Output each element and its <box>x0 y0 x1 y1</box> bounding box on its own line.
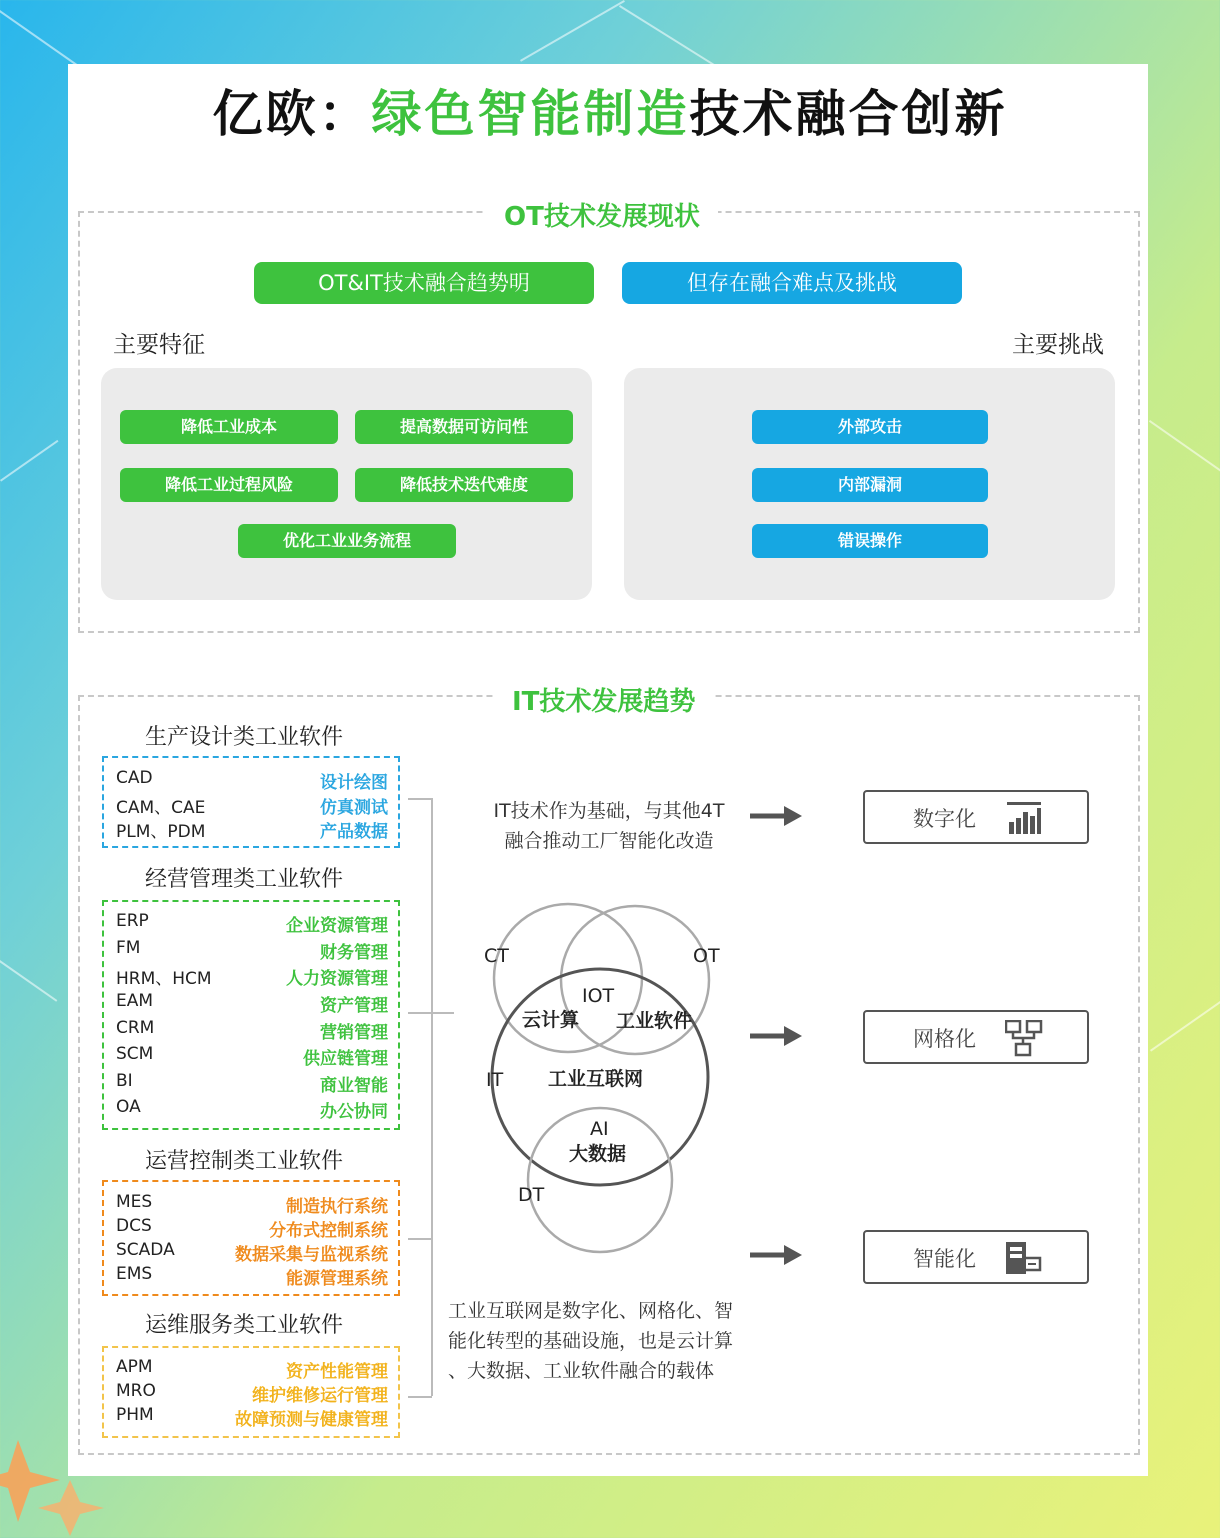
software-row: BI 商业智能 <box>116 1071 388 1096</box>
features-label: 主要特征 <box>113 332 205 358</box>
challenges-label: 主要挑战 <box>1012 332 1104 358</box>
industrial-internet-text: 工业互联网是数字化、网格化、智 能化转型的基础设施，也是云计算 、大数据、工业软件融合的载体 <box>448 1300 734 1382</box>
challenges-banner: 但存在融合难点及挑战 <box>622 262 962 304</box>
software-group-title: 经营管理类工业软件 <box>145 867 344 892</box>
ai-label: AI <box>590 1118 609 1140</box>
software-group-box <box>102 900 400 1130</box>
software-row: HRM、HCM 人力资源管理 <box>116 969 388 989</box>
background-line <box>619 5 722 70</box>
it-label: IT <box>486 1069 504 1091</box>
feature-pill: 降低工业成本 <box>120 410 338 444</box>
cloud-computing-label: 云计算 <box>522 1009 580 1031</box>
feature-pill: 提高数据可访问性 <box>355 410 573 444</box>
ct-label: CT <box>484 945 509 967</box>
software-group-title: 运维服务类工业软件 <box>145 1313 344 1338</box>
software-row: CAD 设计绘图 <box>116 768 388 793</box>
software-row: EMS 能源管理系统 <box>116 1264 388 1289</box>
software-row: EAM 资产管理 <box>116 991 388 1016</box>
connector-line <box>408 1396 432 1398</box>
challenge-pill: 内部漏洞 <box>752 468 988 502</box>
bar-chart-icon <box>1005 800 1043 836</box>
background-line <box>0 960 57 1002</box>
dt-label: DT <box>518 1184 545 1206</box>
industrial-internet-label: 工业互联网 <box>548 1068 644 1090</box>
software-row: MRO 维护维修运行管理 <box>116 1381 388 1406</box>
arrow-right-icon <box>748 1243 804 1267</box>
software-group-box <box>102 756 400 848</box>
software-group-title: 运营控制类工业软件 <box>145 1149 344 1174</box>
it-section-title: IT技术发展趋势 <box>494 681 713 718</box>
ot-section-title: OT技术发展现状 <box>486 196 718 233</box>
outcome-digitalization: 数字化 <box>863 790 1089 844</box>
arrow-right-icon <box>748 804 804 828</box>
challenge-pill: 外部攻击 <box>752 410 988 444</box>
connector-line <box>408 798 432 800</box>
connector-line <box>408 1012 454 1014</box>
software-group-box <box>102 1180 400 1296</box>
feature-pill: 优化工业业务流程 <box>238 524 456 558</box>
connector-line <box>408 1238 432 1240</box>
background-line <box>1150 998 1220 1051</box>
software-group-box <box>102 1346 400 1438</box>
iot-label: IOT <box>582 985 615 1007</box>
feature-pill: 降低技术迭代难度 <box>355 468 573 502</box>
challenge-pill: 错误操作 <box>752 524 988 558</box>
arrow-right-icon <box>748 1024 804 1048</box>
it-foundation-text: IT技术作为基础，与其他4T 融合推动工厂智能化改造 <box>493 800 725 852</box>
feature-pill: 降低工业过程风险 <box>120 468 338 502</box>
software-row: FM 财务管理 <box>116 938 388 963</box>
software-row: SCADA 数据采集与监视系统 <box>116 1240 388 1265</box>
ot-it-trend-banner: OT&IT技术融合趋势明 <box>254 262 594 304</box>
background-line <box>520 0 625 62</box>
software-row: CRM 营销管理 <box>116 1018 388 1043</box>
software-row: CAM、CAE 仿真测试 <box>116 798 388 818</box>
software-row: ERP 企业资源管理 <box>116 911 388 936</box>
software-row: PHM 故障预测与健康管理 <box>116 1405 388 1430</box>
network-icon <box>1005 1020 1043 1058</box>
smart-device-icon <box>1005 1240 1043 1276</box>
ot-label: OT <box>693 945 720 967</box>
connector-line <box>431 798 433 1396</box>
technology-venn-diagram <box>470 890 730 1270</box>
background-line <box>1149 420 1220 473</box>
software-row: MES 制造执行系统 <box>116 1192 388 1217</box>
software-row: SCM 供应链管理 <box>116 1044 388 1069</box>
software-group-title: 生产设计类工业软件 <box>145 725 344 750</box>
software-row: APM 资产性能管理 <box>116 1357 388 1382</box>
software-row: DCS 分布式控制系统 <box>116 1216 388 1241</box>
industrial-software-label: 工业软件 <box>616 1010 693 1032</box>
outcome-gridding: 网格化 <box>863 1010 1089 1064</box>
software-row: OA 办公协同 <box>116 1097 388 1122</box>
outcome-intelligence: 智能化 <box>863 1230 1089 1284</box>
software-row: PLM、PDM 产品数据 <box>116 822 388 842</box>
background-line <box>0 440 58 482</box>
page-title: 亿欧：绿色智能制造技术融合创新 <box>212 85 1008 143</box>
big-data-label: 大数据 <box>569 1143 627 1165</box>
